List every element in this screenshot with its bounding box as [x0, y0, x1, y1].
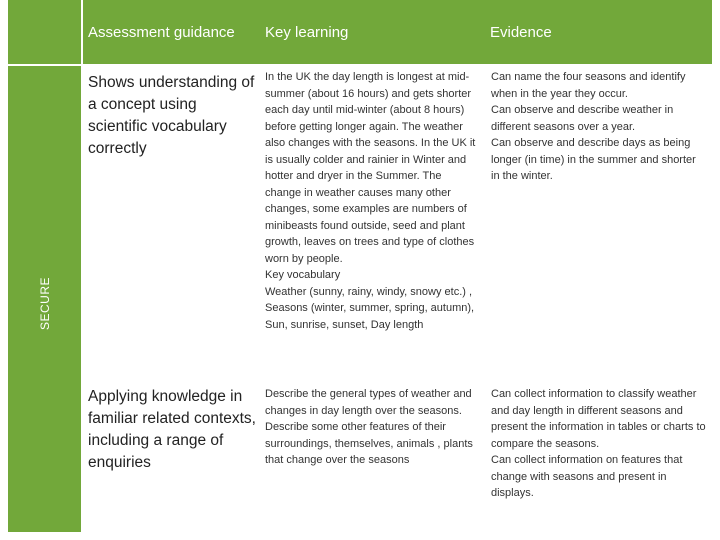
- row-guidance: Applying knowledge in familiar related contexts, including a range of enquiries: [88, 388, 256, 471]
- row-key-learning: In the UK the day length is longest at mid-summer (about 16 hours) and gets shorter each day until mid-winter (about 8 hours) before getting longer again. The weather also changes with the seasons. In the UK it is usually colder and rainier in Winter and hotter and dryer in the Summer. The change in weather causes many other changes, some examples are numbers of minibeasts found outside, seed and plant growth, leaves on trees and type of clothes worn by people. Key vocabulary Weather (sunny, rainy, windy, snowy etc.) , Seasons (winter, summer, spring, autumn), Sun, sunrise, sunset, Day length: [265, 71, 476, 331]
- side-band: [8, 0, 81, 532]
- table-body: [83, 66, 712, 532]
- side-band-header: [8, 0, 81, 66]
- side-label: SECURE: [38, 276, 52, 330]
- row-evidence: Can collect information to classify weather and day length in different seasons and present the information in tables or charts to compare the seasons. Can collect information on features that change with seasons and present in displays.: [491, 388, 706, 499]
- table-row: [83, 366, 712, 532]
- row-key-learning: Describe the general types of weather and changes in day length over the seasons. Describe some other features of their surroundings, themselves, animals , plants that change over the seasons: [265, 388, 473, 466]
- assessment-table: [8, 0, 712, 532]
- row-guidance: Shows understanding of a concept using scientific vocabulary correctly: [88, 74, 255, 157]
- header-assessment-guidance: Assessment guidance: [88, 24, 235, 41]
- header-evidence: Evidence: [490, 24, 552, 41]
- table-row: [83, 66, 712, 366]
- row-evidence: Can name the four seasons and identify when in the year they occur. Can observe and describe weather in different seasons over a year. Can observe and describe days as being longer (in time) in the summer and shorter in the winter.: [491, 71, 696, 182]
- header-key-learning: Key learning: [265, 24, 349, 41]
